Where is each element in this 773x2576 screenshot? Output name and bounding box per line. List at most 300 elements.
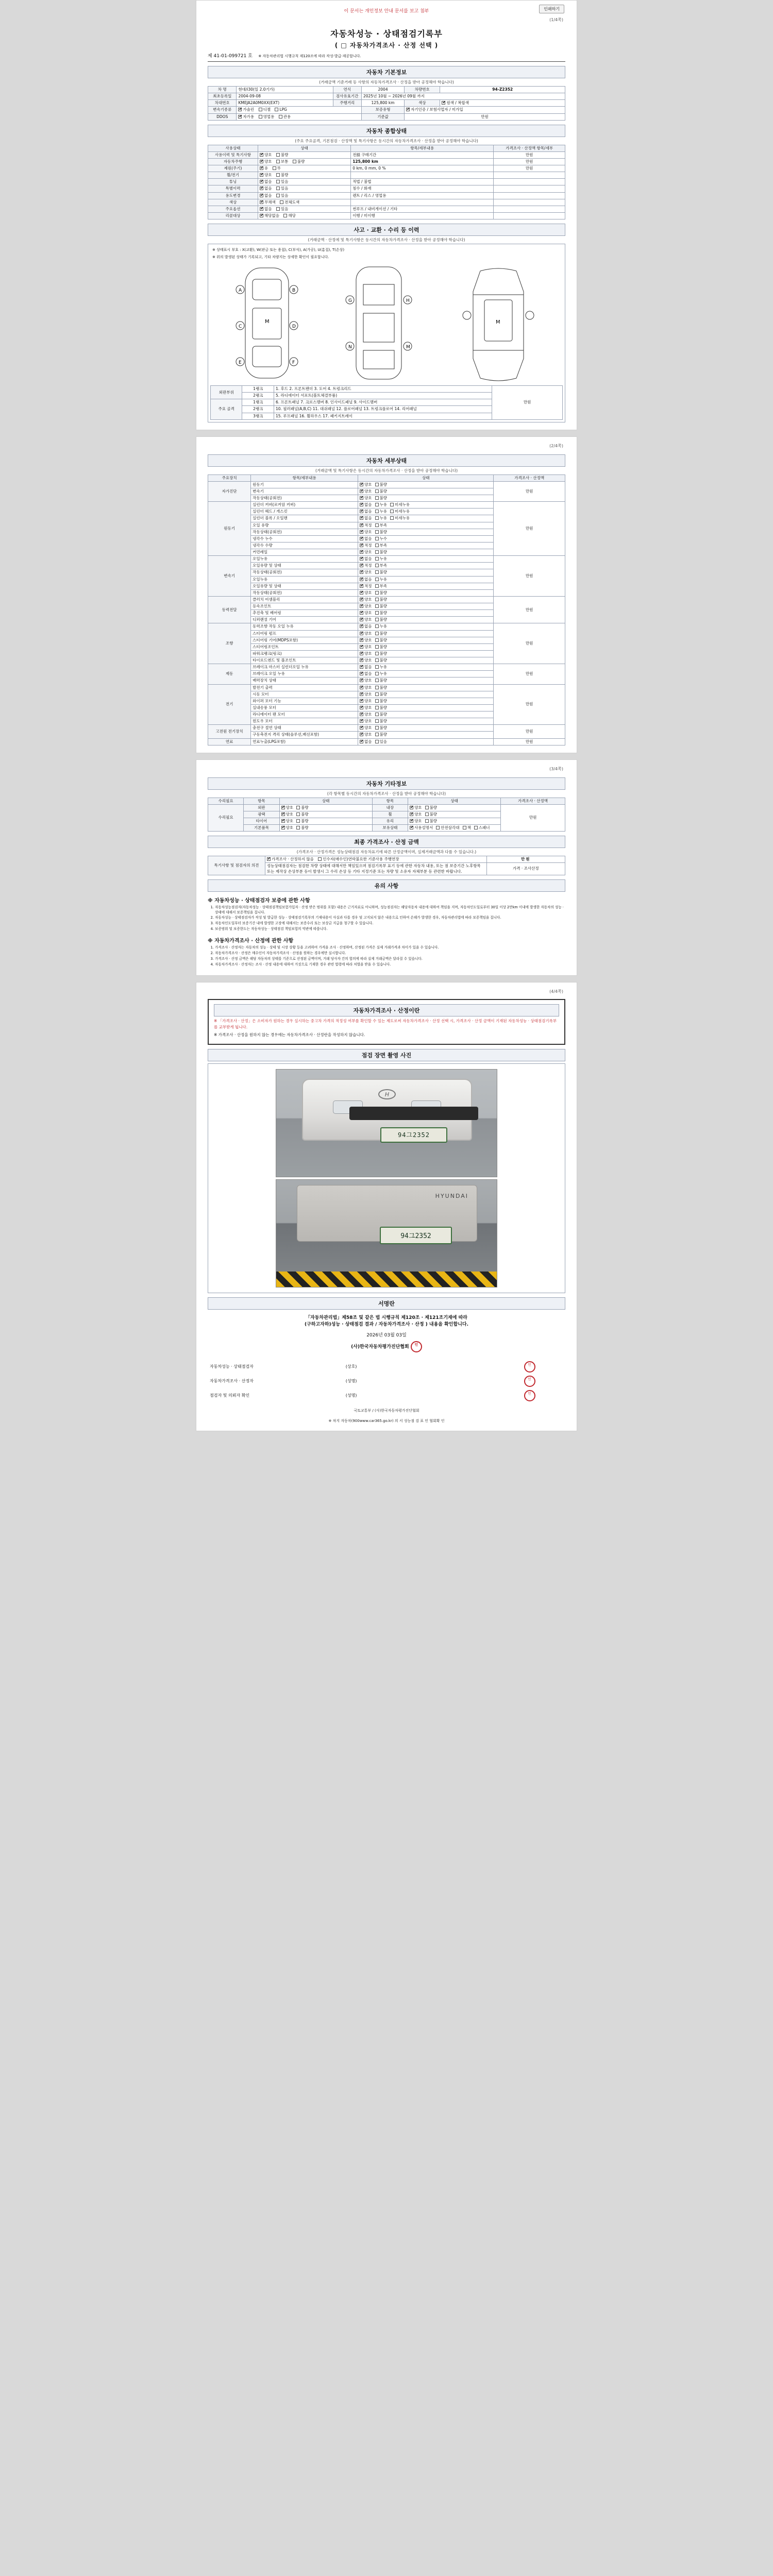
cell-label: 기준값: [361, 113, 404, 120]
state-option[interactable]: 부족: [375, 584, 388, 589]
state-option[interactable]: ✔ 양호: [360, 699, 372, 704]
etc-item-state: [279, 811, 372, 818]
state-option[interactable]: 누유: [375, 509, 388, 514]
cell-value: KMEJA2A0M0XX(EXT): [237, 100, 333, 107]
row-price: [494, 212, 565, 219]
state-applicable[interactable]: 해당: [283, 213, 296, 218]
state-option[interactable]: ✔ 양호: [360, 570, 372, 575]
state-option[interactable]: ✔ 양호: [281, 805, 294, 810]
section-etc-note: (각 항목별 동시간의 자동차가격조사 · 산정을 받아 공정해야 학습니다): [327, 791, 446, 796]
row-category: 리콜대상: [208, 212, 258, 219]
detail-table-body: [208, 481, 565, 745]
table-header-row: [208, 474, 565, 481]
cell-value: 2025년 10월 ~ 2026년 09월 까지: [361, 93, 565, 100]
detail-item-state: [358, 691, 494, 698]
use-option-public[interactable]: 관용: [279, 114, 291, 120]
detail-item-label: 스티어링 기어(MDPS포함): [251, 637, 358, 643]
detail-group-price: 만원: [494, 556, 565, 597]
etc-info-table: [208, 798, 565, 832]
bumper-stripe: [276, 1272, 497, 1287]
state-option[interactable]: ✔ 양호: [281, 825, 294, 831]
state-option[interactable]: 불량: [296, 825, 309, 831]
article-tail: ※ 자동차관리법 시행규칙 제120조에 따라 작성·발급·제공합니다.: [258, 54, 361, 58]
state-option[interactable]: 미세누유: [390, 502, 410, 507]
state-option[interactable]: 부족: [375, 523, 388, 528]
grille: [349, 1107, 478, 1120]
state-option[interactable]: ✔ 없음: [360, 516, 372, 521]
state-option[interactable]: ✔ 양호: [360, 530, 372, 535]
state-option[interactable]: ✔ 양호: [360, 645, 372, 650]
state-bad[interactable]: 불량: [276, 152, 289, 158]
detail-item-label: 구동축전지 격리 상태(솔루션,배선포함): [251, 732, 358, 738]
state-option[interactable]: ✔ 양호: [281, 819, 294, 824]
detail-item-state: [358, 535, 494, 542]
detail-group-label: 동력전달: [208, 596, 251, 623]
detail-item-state: [358, 569, 494, 576]
table-row: [208, 113, 565, 120]
state-option[interactable]: 부족: [375, 543, 388, 548]
notice-heading-2: ※ 자동차가격조사 · 산정에 관한 사항: [208, 938, 294, 944]
sign-value: (성명): [345, 1393, 357, 1398]
state-option[interactable]: 누수: [375, 536, 388, 541]
row-state: [258, 172, 351, 179]
rank-label: 2랭크: [242, 406, 274, 413]
state-option[interactable]: 미세누유: [390, 509, 410, 514]
svg-text:B: B: [292, 288, 296, 293]
state-option[interactable]: 불량: [296, 805, 309, 810]
row-state: [258, 158, 351, 165]
price-option-none[interactable]: ✔가격조사 · 산정하지 않음: [267, 857, 314, 862]
brand-logo-icon: H: [378, 1089, 396, 1099]
state-option[interactable]: ✔ 양호: [410, 812, 422, 817]
document-title: [208, 27, 565, 49]
signature-statement-1: 「자동차관리법」제58조 및 같은 법 시행규칙 제120조 · 제121조기재에 따라: [306, 1315, 467, 1320]
detail-item-state: [358, 522, 494, 529]
state-none[interactable]: ✔ 없음: [260, 207, 272, 212]
sign-value: (성명): [345, 1379, 357, 1384]
detail-item-label: 실린더 블록 / 오일팬: [251, 515, 358, 522]
state-option[interactable]: ✔ 없음: [360, 509, 372, 514]
row-category: 휠/전기: [208, 172, 258, 179]
table-row: [208, 623, 565, 630]
table-row: [208, 856, 565, 863]
cell-value: 2004-09-08: [237, 93, 333, 100]
state-option[interactable]: 누유: [375, 556, 388, 562]
state-option[interactable]: ✔ 없음: [360, 556, 372, 562]
sign-stamp-cell[interactable]: [494, 1374, 565, 1388]
state-option[interactable]: ✔ 없음: [360, 624, 372, 629]
state-option[interactable]: 있음: [375, 739, 388, 744]
state-option[interactable]: 불량: [375, 638, 388, 643]
detail-item-label: 커먼레일: [251, 549, 358, 556]
state-exists[interactable]: 있음: [276, 186, 289, 191]
cell-value: 현대/i30(일 2.0기가): [237, 87, 333, 93]
detail-item-label: 동력조향 작동 오일 누유: [251, 623, 358, 630]
seal-icon: 인: [411, 1341, 422, 1352]
car-diagram-top-view: [343, 264, 415, 382]
state-option[interactable]: 불량: [375, 597, 388, 602]
detail-item-state: [358, 563, 494, 569]
notice-item: 2. 자동차가격조사 · 산정은 매수인이 자동차가격조사 · 산정을 원하는 경우에만 실시합니다.: [215, 951, 565, 956]
detail-item-label: 실내송풍 모터: [251, 704, 358, 711]
state-option[interactable]: ✔ 양호: [360, 597, 372, 602]
state-option[interactable]: 불량: [375, 496, 388, 501]
signature-date: 2026년 03월 03일: [366, 1332, 407, 1338]
state-option[interactable]: 불량: [375, 590, 388, 596]
fuel-options: [237, 107, 362, 113]
state-option[interactable]: ✔ 양호: [360, 611, 372, 616]
detail-item-label: 타이로드엔드 및 볼조인트: [251, 657, 358, 664]
state-option[interactable]: ✔ 양호: [360, 631, 372, 636]
detail-item-label: 작동상태(공회전): [251, 589, 358, 596]
use-options: [237, 113, 362, 120]
state-option[interactable]: 불량: [425, 812, 438, 817]
state-option[interactable]: ✔ 양호: [360, 705, 372, 710]
state-option[interactable]: ✔ 없음: [360, 671, 372, 676]
col-header: 사용상태: [208, 145, 258, 151]
state-option[interactable]: 불량: [375, 685, 388, 690]
color-option-solid[interactable]: [442, 100, 469, 106]
diagram-legend-1: ※ 상태표시 부호 : X(교환), W(판금 또는 용접), C(부식), A(가공), U(흠집), T(손상): [212, 248, 345, 252]
article-number: 제 41-01-099721 호: [208, 54, 253, 59]
cell-value: 94-Z2352: [440, 87, 565, 93]
state-option[interactable]: 미세누유: [390, 516, 410, 521]
detail-item-state: [358, 549, 494, 556]
state-original[interactable]: ✔ 무채색: [260, 200, 276, 205]
rank-label: 1랭크: [242, 399, 274, 406]
detail-item-state: [358, 583, 494, 589]
state-option[interactable]: 불량: [375, 732, 388, 737]
etc-item-state-2: [408, 818, 501, 825]
state-option[interactable]: 불량: [425, 805, 438, 810]
license-plate-rear: 94그2352: [380, 1227, 452, 1244]
table-row: [208, 87, 565, 93]
state-option[interactable]: 불량: [375, 570, 388, 575]
state-option[interactable]: ✔ 양호: [410, 805, 422, 810]
frame-items-b: 10. 필러패널(A,B,C) 11. 대쉬패널 12. 플로어패널 13. 트렁크플로어 14. 리어패널: [274, 406, 492, 413]
state-option[interactable]: 불량: [375, 725, 388, 731]
detail-group-label: 원동기: [208, 502, 251, 556]
col-header: 항목/세부내용: [251, 474, 358, 481]
state-option[interactable]: 부족: [375, 563, 388, 568]
accident-price: 만원: [492, 386, 563, 420]
detail-item-state: [358, 529, 494, 535]
state-good[interactable]: ✔ 양호: [260, 173, 272, 178]
state-option[interactable]: 불량: [375, 631, 388, 636]
state-option[interactable]: ✔ 사용설명서: [410, 825, 433, 831]
state-option[interactable]: 불량: [425, 819, 438, 824]
state-option[interactable]: 불량: [375, 705, 388, 710]
state-option[interactable]: 불량: [375, 489, 388, 494]
state-option[interactable]: ✔ 적정: [360, 523, 372, 528]
state-option[interactable]: 불량: [296, 819, 309, 824]
state-option[interactable]: 불량: [375, 712, 388, 717]
state-option[interactable]: ✔ 적정: [360, 543, 372, 548]
state-option[interactable]: ✔ 양호: [360, 590, 372, 596]
detail-item-label: 냉각수 수량: [251, 542, 358, 549]
price-amount: 만원: [486, 856, 565, 863]
state-option[interactable]: 누유: [375, 502, 388, 507]
detail-item-label: 오일유량 및 상태: [251, 563, 358, 569]
table-row: [208, 100, 565, 107]
state-option[interactable]: ✔ 없음: [360, 577, 372, 582]
use-option-private[interactable]: ✔ 자가용: [238, 114, 254, 120]
detail-item-label: 추진축 및 베어링: [251, 610, 358, 617]
detail-item-state: [358, 596, 494, 603]
svg-text:C: C: [239, 324, 242, 329]
state-option[interactable]: ✔ 양호: [410, 819, 422, 824]
state-not-applicable[interactable]: ✔ 해당없음: [260, 213, 279, 218]
state-bad[interactable]: 불량: [293, 159, 305, 164]
title-sub: ( □ 자동차가격조사 · 산정 선택 ): [334, 42, 439, 49]
state-option[interactable]: 불량: [375, 482, 388, 487]
state-option[interactable]: ✔ 양호: [360, 712, 372, 717]
page-2: [196, 436, 577, 753]
rank-label: 2랭크: [242, 393, 274, 399]
fuel-option-diesel[interactable]: 디젤: [259, 107, 271, 112]
cell-value: 125,800 km: [361, 100, 404, 107]
cell-label: 최초등록일: [208, 93, 237, 100]
warranty-option-self[interactable]: ✔ 자기인증 / 보험사업자 / 미가입: [406, 107, 463, 112]
detail-group-price: 만원: [494, 502, 565, 556]
row-state: [258, 199, 351, 206]
title-main: 자동차성능 · 상태점검기록부: [330, 29, 443, 39]
state-option[interactable]: ✔ 양호: [360, 604, 372, 609]
notice-item: 3. 자동차인도일부터 보증기간 내에 발생한 고장에 대해서는 보증수리 또는 보상금 지급을 청구할 수 있습니다.: [215, 921, 565, 926]
state-option[interactable]: ✔ 적정: [360, 584, 372, 589]
state-option[interactable]: ✔ 없음: [360, 536, 372, 541]
state-option[interactable]: 불량: [375, 611, 388, 616]
state-option[interactable]: ✔ 양호: [360, 617, 372, 622]
row-note: [351, 199, 494, 206]
detail-item-state: [358, 677, 494, 684]
signature-table: [208, 1360, 565, 1403]
state-option[interactable]: 불량: [375, 658, 388, 663]
row-price: 만원: [494, 151, 565, 158]
brand-text-rear: HYUNDAI: [435, 1192, 468, 1199]
col-header: 가격조사 · 산정액: [494, 474, 565, 481]
state-option[interactable]: 불량: [296, 812, 309, 817]
detail-group-label: 전기: [208, 684, 251, 725]
detail-item-label: 충전구 절연 상태: [251, 725, 358, 732]
detail-item-label: 작동상태(공회전): [251, 495, 358, 502]
state-exists[interactable]: 있음: [276, 207, 289, 212]
detail-item-label: 와이퍼 모터 기능: [251, 698, 358, 704]
col-header: 상태: [358, 474, 494, 481]
sign-label: 자동차가격조사 · 산정자: [210, 1379, 254, 1384]
table-row: [208, 172, 565, 179]
state-option[interactable]: ✔ 없음: [360, 502, 372, 507]
detail-item-state: [358, 657, 494, 664]
row-price: [494, 185, 565, 192]
etc-table-body: [208, 804, 565, 832]
detail-item-state: [358, 495, 494, 502]
state-option[interactable]: ✔ 양호: [281, 812, 294, 817]
detail-group-label: 고전원 전기장치: [208, 725, 251, 738]
etc-group-price: 만원: [501, 804, 565, 832]
detail-item-label: 실린더 헤드 / 개스킷: [251, 509, 358, 515]
section-notice: 유의 사항: [208, 879, 565, 892]
seal-icon: 인: [524, 1390, 535, 1401]
table-row: [208, 1388, 565, 1403]
seal-icon: 인: [524, 1361, 535, 1372]
detail-group-label: 조향: [208, 623, 251, 664]
table-row: [208, 481, 565, 488]
fuel-option-lpg[interactable]: LPG: [275, 107, 287, 112]
sign-stamp-cell[interactable]: [494, 1360, 565, 1374]
state-yes[interactable]: ✔ 유: [260, 166, 268, 171]
detail-item-state: [358, 509, 494, 515]
detail-item-state: [358, 589, 494, 596]
row-note: 전損 구매기간: [351, 151, 494, 158]
cell-label: 색상: [405, 100, 440, 107]
photo-front: [276, 1069, 497, 1177]
table-row: [208, 165, 565, 172]
detail-group-price: 만원: [494, 481, 565, 501]
state-option[interactable]: ✔ 없음: [360, 739, 372, 744]
state-option[interactable]: 누유: [375, 577, 388, 582]
state-good[interactable]: ✔ 양호: [260, 152, 272, 158]
section-photos: 점검 장면 촬영 사진: [208, 1049, 565, 1061]
state-option[interactable]: ✔ 없음: [360, 665, 372, 670]
state-option[interactable]: ✔ 적정: [360, 563, 372, 568]
state-option[interactable]: ✔ 양호: [360, 685, 372, 690]
frame-items-c: 15. 루프패널 16. 휠하우스 17. 패키지트레이: [274, 413, 492, 419]
state-exists[interactable]: 있음: [276, 193, 289, 198]
state-option[interactable]: 불량: [375, 719, 388, 724]
price-table: [208, 856, 565, 875]
state-option[interactable]: 누유: [375, 516, 388, 521]
table-row: [208, 192, 565, 199]
cell-label: DDOS: [208, 113, 237, 120]
fuel-option-gasoline[interactable]: ✔ 가솔린: [238, 107, 254, 112]
frame-items-a: 6. 프론트패널 7. 크로스멤버 8. 인사이드패널 9. 사이드멤버: [274, 399, 492, 406]
sign-stamp-cell[interactable]: [494, 1388, 565, 1403]
sign-label: 점검자 및 의뢰자 확인: [210, 1393, 250, 1398]
table-row: [208, 664, 565, 671]
state-exists[interactable]: 있음: [276, 179, 289, 184]
footer-org: 국토교통부 / (사)한국자동차평가진단협회: [354, 1408, 419, 1413]
detail-item-state: [358, 718, 494, 725]
state-option[interactable]: ✔ 양호: [360, 550, 372, 555]
etc-item-label-2: 휠: [372, 811, 408, 818]
state-option[interactable]: ✔ 양호: [360, 692, 372, 697]
state-option[interactable]: 불량: [375, 617, 388, 622]
cell-value: 2004: [361, 87, 404, 93]
page-mark-1: (1/4쪽): [549, 18, 563, 22]
row-note: 이행 / 미이행: [351, 212, 494, 219]
state-option[interactable]: 불량: [375, 550, 388, 555]
photo-rear: [276, 1179, 497, 1287]
state-option[interactable]: 불량: [375, 692, 388, 697]
table-row: [208, 1360, 565, 1374]
state-option[interactable]: 불량: [375, 678, 388, 683]
state-option[interactable]: 불량: [375, 645, 388, 650]
state-option[interactable]: ✔ 양호: [360, 678, 372, 683]
section-basic-note: (거래금액 기준거래 등 사항의 자동차가격조사 · 산정을 받아 공정해야 학습니다): [319, 80, 454, 84]
sign-label: 자동차성능 · 상태점검자: [210, 1364, 254, 1369]
detail-group-label: 자가진단: [208, 481, 251, 501]
row-category: 주요옵션: [208, 206, 258, 212]
state-bad[interactable]: 불량: [276, 173, 289, 178]
car-diagrams: [210, 261, 563, 385]
state-option[interactable]: ✔ 양호: [360, 658, 372, 663]
print-button[interactable]: 인쇄하기: [539, 5, 564, 13]
svg-text:E: E: [239, 360, 242, 365]
state-normal[interactable]: 보통: [276, 159, 289, 164]
rank-label: 3랭크: [242, 413, 274, 419]
detail-group-label: 연료: [208, 738, 251, 745]
state-option[interactable]: ✔ 양호: [360, 732, 372, 737]
row-state: [258, 165, 351, 172]
state-option[interactable]: 안전삼각대: [436, 825, 459, 831]
detail-item-label: 오일누유: [251, 556, 358, 563]
state-option[interactable]: 누유: [375, 665, 388, 670]
detail-group-price: 만원: [494, 684, 565, 725]
section-accident-note: (거래금액 · 산정에 및 특기사항은 동시간의 자동차가격조사 · 산정을 받아 공정해야 학습니다): [308, 238, 465, 242]
state-option[interactable]: 스패너: [474, 825, 490, 831]
state-none[interactable]: ✔ 없음: [260, 186, 272, 191]
row-price: [494, 199, 565, 206]
table-row: [208, 107, 565, 113]
notice-item: 3. 가격조사 · 산정 금액은 해당 자동차의 상태를 기준으로 산정된 금액이며, 거래 당사자 간의 합의에 따라 실제 거래금액은 달라질 수 있습니다.: [215, 957, 565, 962]
etc-item-label-2: 내장: [372, 804, 408, 811]
detail-group-price: 만원: [494, 623, 565, 664]
state-option[interactable]: 불량: [375, 651, 388, 656]
state-none[interactable]: ✔ 없음: [260, 193, 272, 198]
state-option[interactable]: 누유: [375, 624, 388, 629]
state-option[interactable]: ✔ 양호: [360, 719, 372, 724]
state-option[interactable]: ✔ 양호: [360, 725, 372, 731]
state-option[interactable]: ✔ 양호: [360, 496, 372, 501]
state-repainted[interactable]: 전체도색: [280, 200, 299, 205]
table-row: [208, 212, 565, 219]
outer-items-2: 5. 라디에이터 서포트(볼트체결부품): [274, 393, 492, 399]
section-price-note: (가격조사 · 산정가격은 성능상태점검 자동차표기에 따른 산정금액이며, 실제거래금액과 다를 수 있습니다.): [296, 850, 477, 855]
detail-item-state: [358, 617, 494, 623]
price-option-yes[interactable]: 인수자(매수인)연락불요한 기준사용 주행연장: [318, 857, 399, 862]
state-option[interactable]: 불량: [375, 699, 388, 704]
state-option[interactable]: ✔ 양호: [360, 651, 372, 656]
svg-text:M: M: [265, 319, 270, 325]
state-good[interactable]: ✔ 양호: [260, 159, 272, 164]
detail-item-label: 라디에이터 팬 모터: [251, 711, 358, 718]
state-option[interactable]: 누유: [375, 671, 388, 676]
row-state: [258, 179, 351, 185]
state-option[interactable]: ✔ 양호: [360, 638, 372, 643]
detail-item-state: [358, 542, 494, 549]
etc-item-state-2: [408, 811, 501, 818]
state-option[interactable]: 불량: [375, 530, 388, 535]
use-option-business[interactable]: 영업용: [259, 114, 275, 120]
detail-group-price: 만원: [494, 664, 565, 684]
state-none[interactable]: ✔ 없음: [260, 179, 272, 184]
row-category: 특별이력: [208, 185, 258, 192]
state-option[interactable]: ✔ 양호: [360, 482, 372, 487]
signature-statement: [208, 1310, 565, 1357]
row-state: [258, 206, 351, 212]
detail-item-label: 배력장치 상태: [251, 677, 358, 684]
notice-item: 1. 가격조사 · 산정자는 자동차의 성능 · 상태 및 시장 상황 등을 고려하여 가격을 조사 · 산정하며, 산정된 가격은 실제 거래가격과 차이가 있을 수 있습니다.: [215, 945, 565, 951]
state-option[interactable]: 불량: [375, 604, 388, 609]
row-note: [351, 172, 494, 179]
detail-item-label: 윈도우 모터: [251, 718, 358, 725]
state-no[interactable]: 무: [273, 166, 281, 171]
table-row: [208, 158, 565, 165]
state-option[interactable]: 잭: [463, 825, 471, 831]
state-option[interactable]: ✔ 양호: [360, 489, 372, 494]
row-state: [258, 192, 351, 199]
